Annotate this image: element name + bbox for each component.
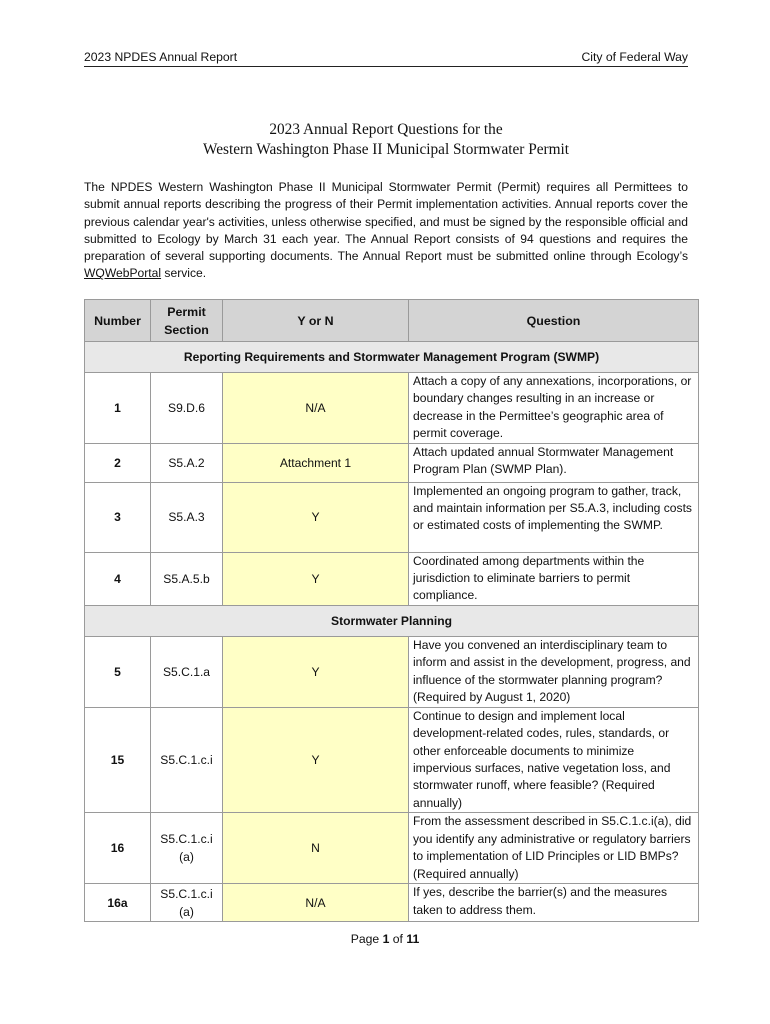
row-permit-section: S5.A.2 [151, 443, 223, 482]
row-answer-field[interactable]: N [223, 813, 409, 884]
page-total: 11 [406, 932, 420, 946]
col-header-number: Number [85, 300, 151, 342]
row-answer-field[interactable]: Attachment 1 [223, 443, 409, 482]
row-permit-section: S5.A.3 [151, 482, 223, 552]
row-permit-section: S9.D.6 [151, 373, 223, 444]
table-row [85, 707, 699, 812]
intro-text-after-link: service. [161, 266, 207, 281]
row-question: If yes, describe the barrier(s) and the measures taken to address them. [409, 884, 699, 922]
header-city-name: City of Federal Way [581, 50, 688, 64]
row-answer-field[interactable]: N/A [223, 373, 409, 444]
row-permit-section: S5.C.1.c.i (a) [151, 884, 223, 922]
col-header-permit-section: Permit Section [151, 300, 223, 342]
category-row [85, 342, 699, 373]
table-row [85, 373, 699, 444]
row-number: 3 [85, 482, 151, 552]
row-permit-section: S5.C.1.c.i (a) [151, 813, 223, 884]
table-row [85, 813, 699, 884]
row-number: 15 [85, 707, 151, 812]
col-header-question: Question [409, 300, 699, 342]
header-report-name: 2023 NPDES Annual Report [84, 50, 238, 64]
document-title [84, 120, 688, 160]
category-reporting: Reporting Requirements and Stormwater Management Program (SWMP) [85, 342, 699, 373]
row-number: 1 [85, 373, 151, 444]
page-footer [0, 932, 770, 946]
row-question: Continue to design and implement local development-related codes, rules, standards, or other enforceable documents to minimize impervious surfaces, native vegetation loss, and stormwater runoff, where feasible? (Required annually) [409, 707, 699, 812]
row-answer-field[interactable]: Y [223, 636, 409, 707]
row-question: Have you convened an interdisciplinary team to inform and assist in the development, progress, and influence of the stormwater planning program? (Required by August 1, 2020) [409, 636, 699, 707]
row-number: 4 [85, 552, 151, 605]
row-answer-field[interactable]: Y [223, 482, 409, 552]
row-permit-section: S5.A.5.b [151, 552, 223, 605]
title-line-1: 2023 Annual Report Questions for the [269, 121, 503, 138]
row-number: 2 [85, 443, 151, 482]
category-planning: Stormwater Planning [85, 605, 699, 636]
row-question: Coordinated among departments within the jurisdiction to eliminate barriers to permit compliance. [409, 552, 699, 605]
title-line-2: Western Washington Phase II Municipal Stormwater Permit [202, 141, 569, 158]
row-question: Attach updated annual Stormwater Management Program Plan (SWMP Plan). [409, 443, 699, 482]
intro-text-before-link: The NPDES Western Washington Phase II Municipal Stormwater Permit (Permit) requires all Permittees to submit annual reports describing the progress of their Permit implementation activities. Annual reports cover the previous calendar year's activities, unless otherwise specified, and must be signed by the responsible official and submitted to Ecology by March 31 each year. The Annual Report consists of 94 questions and requires the preparation of several supporting documents. The Annual Report must be submitted online through Ecology’s [84, 180, 688, 264]
table-row [85, 636, 699, 707]
row-question: Attach a copy of any annexations, incorporations, or boundary changes resulting in an increase or decrease in the Permittee’s geographic area of permit coverage. [409, 373, 699, 444]
row-answer-field[interactable]: Y [223, 552, 409, 605]
row-permit-section: S5.C.1.c.i [151, 707, 223, 812]
row-answer-field[interactable]: N/A [223, 884, 409, 922]
of-word: of [392, 932, 403, 946]
row-permit-section: S5.C.1.a [151, 636, 223, 707]
col-header-y-or-n: Y or N [223, 300, 409, 342]
row-answer-field[interactable]: Y [223, 707, 409, 812]
table-row [85, 482, 699, 552]
row-number: 5 [85, 636, 151, 707]
row-number: 16a [85, 884, 151, 922]
row-question: Implemented an ongoing program to gather, track, and maintain information per S5.A.3, including costs or estimated costs of implementing the SWMP. [409, 482, 699, 552]
page-number: 1 [382, 932, 390, 946]
page-word: Page [350, 932, 380, 946]
running-header [84, 50, 688, 67]
wqwebportal-link[interactable]: WQWebPortal [84, 266, 162, 281]
table-header-row [85, 300, 699, 342]
row-question: From the assessment described in S5.C.1.c.i(a), did you identify any administrative or regulatory barriers to implementation of LID Principles or LID BMPs? (Required annually) [409, 813, 699, 884]
table-row [85, 884, 699, 922]
table-row [85, 552, 699, 605]
row-number: 16 [85, 813, 151, 884]
table-row [85, 443, 699, 482]
category-row [85, 605, 699, 636]
questions-table [84, 299, 699, 922]
intro-paragraph [84, 179, 688, 283]
